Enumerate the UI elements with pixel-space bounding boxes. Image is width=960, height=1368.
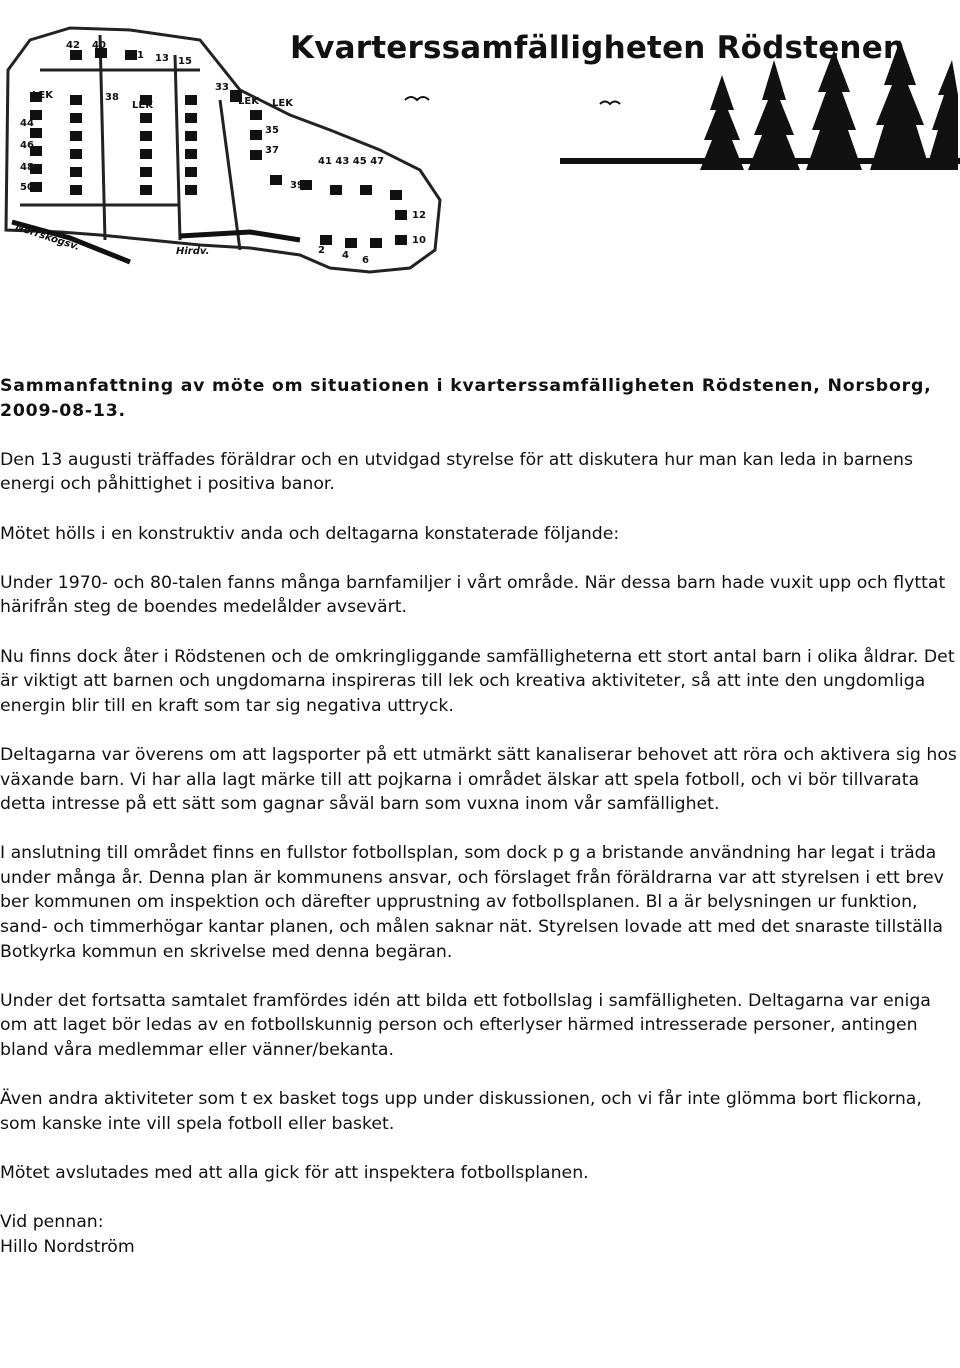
play-area-label: LEK [272, 98, 293, 109]
play-area-label: LEK [32, 90, 53, 101]
plot-number: 44 [20, 118, 34, 129]
plot-number: 46 [20, 140, 34, 151]
plot-number: 15 [178, 56, 192, 67]
plot-number: 50 [20, 182, 34, 193]
plot-number: 35 [265, 125, 279, 136]
plot-number: 33 [215, 82, 229, 93]
paragraph: Mötet avslutades med att alla gick för att inspektera fotbollsplanen. [0, 1163, 589, 1183]
paragraph: Även andra aktiviteter som t ex basket togs upp under diskussionen, och vi får inte glömma bort flickorna, som kanske inte vill spela fotboll eller basket. [0, 1089, 922, 1134]
paragraph: Den 13 augusti träffades föräldrar och en utvidgad styrelse för att diskutera hur man kan leda in barnens energi och påhittighet i positiva banor. [0, 449, 913, 495]
banner-title: Kvarterssamfälligheten Rödstenen [290, 30, 906, 66]
map-label: 41 43 45 47 [318, 156, 385, 167]
plot-number: 12 [412, 210, 426, 221]
paragraph: Under det fortsatta samtalet framfördes idén att bilda ett fotbollslag i samfälligheten. Deltagarna var eniga om att laget bör ledas av en fotbollskunnig person och efterlyser härmed intresserade personer, antingen bland våra medlemmar eller vänner/bekanta. [0, 990, 931, 1061]
letterhead [0, 0, 960, 300]
plot-number: 48 [20, 162, 34, 173]
plot-number: 40 [92, 40, 106, 51]
paragraph: Nu finns dock åter i Rödstenen och de omkringliggande samfälligheterna ett stort antal barn i olika åldrar. Det är viktigt att barnen och ungdomarna inspireras till lek och kreativa aktiviteter, så att inte den ungdomliga energin blir till en kraft som tar sig negativa uttryck. [0, 646, 955, 716]
plot-number: 42 [66, 40, 80, 51]
plot-number: 10 [412, 235, 426, 246]
paragraph: Deltagarna var överens om att lagsporter på ett utmärkt sätt kanaliserar behovet att röra och aktivera sig hos växande barn. Vi har alla lagt märke till att pojkarna i området älskar att spela fotboll, och vi bör tillvarata detta intresse på ett sätt som gagnar såväl barn som vuxna inom vår samfällighet. [0, 744, 957, 815]
signature-label: Vid pennan: [0, 1212, 104, 1233]
paragraph: Under 1970- och 80-talen fanns många barnfamiljer i vårt område. När dessa barn hade vuxit upp och flyttat härifrån steg de boendes medelålder avsevärt. [0, 572, 946, 618]
play-area-label: LEK [132, 100, 153, 111]
plot-number: 6 [362, 255, 369, 266]
plot-number: 39 [290, 180, 304, 191]
paragraph: Mötet hölls i en konstruktiv anda och deltagarna konstaterade följande: [0, 523, 620, 544]
street-label: Hirdv. [176, 246, 210, 257]
play-area-label: LEK [238, 96, 259, 107]
paragraph: I anslutning till området finns en fullstor fotbollsplan, som dock p g a bristande användning har legat i träda under många år. Denna plan är kommunens ansvar, och förslaget från föräldrarna var att styrelsen i ett brev ber kommunen om inspektion och därefter upprustning av fotbollsplanen. Bl a är belysningen ur funktion, sand- och timmerhögar kantar planen, och målen saknar nät. Styrelsen lovade att med det snaraste tillställa Botkyrka kommun en skrivelse med denna begäran. [0, 843, 944, 962]
plot-number: 4 [342, 250, 349, 261]
document-title: Sammanfattning av möte om situationen i kvarterssamfälligheten Rödstenen, Norsborg, 2009-08-13. [0, 376, 932, 421]
meeting-summary [0, 374, 958, 1259]
plot-number: 11 [130, 50, 144, 61]
street-label: Norrskogsv. [13, 221, 81, 254]
plot-number: 2 [318, 245, 325, 256]
plot-number: 13 [155, 53, 169, 64]
plot-number: 38 [105, 92, 119, 103]
signature-name: Hillo Nordström [0, 1236, 135, 1257]
plot-number: 37 [265, 145, 279, 156]
